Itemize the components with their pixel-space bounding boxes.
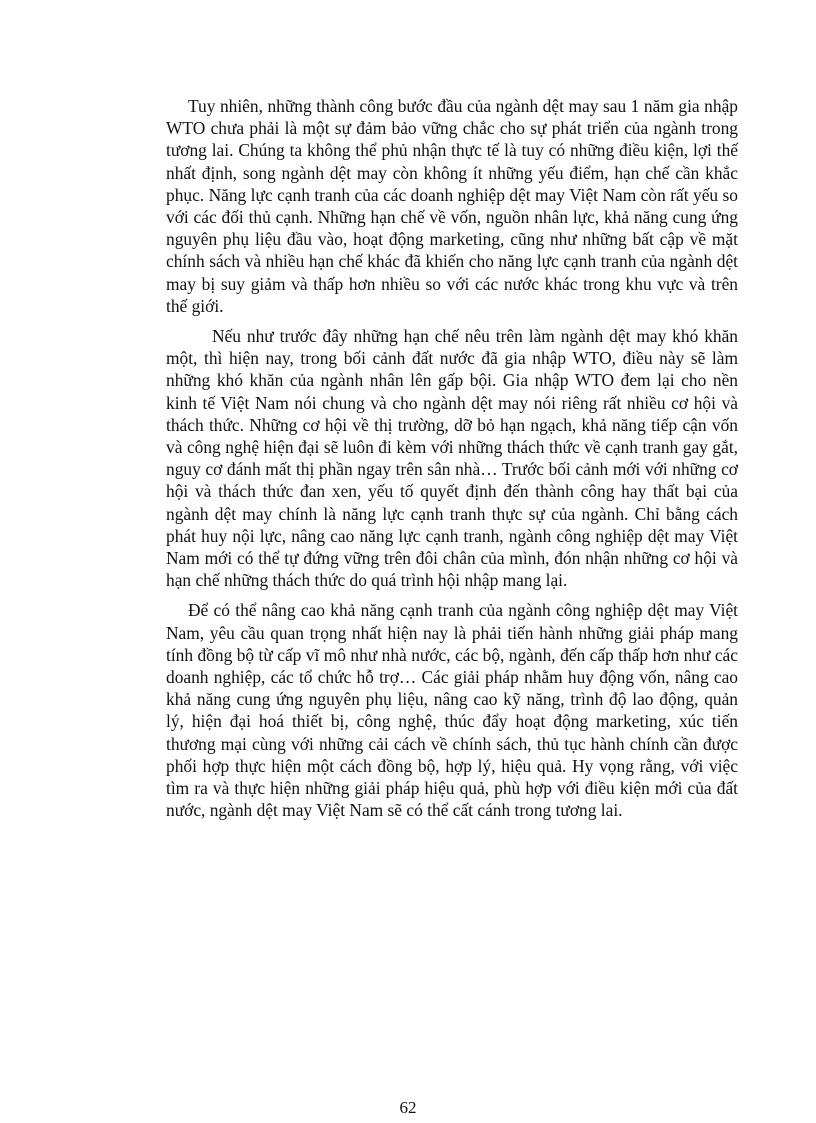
body-text xyxy=(166,95,738,830)
page-number: 62 xyxy=(399,1098,417,1117)
paragraph-2: Nếu như trước đây những hạn chế nêu trên làm ngành dệt may khó khăn một, thì hiện nay, trong bối cảnh đất nước đã gia nhập WTO, điều này sẽ làm những khó khăn của ngành nhân lên gấp bội. Gia nhập WTO đem lại cho nền kinh tế Việt Nam nói chung và cho ngành dệt may nói riêng rất nhiều cơ hội và thách thức. Những cơ hội về thị trường, dỡ bỏ hạn ngạch, khả năng tiếp cận vốn và công nghệ hiện đại sẽ luôn đi kèm với những thách thức về cạnh tranh gay gắt, nguy cơ đánh mất thị phần ngay trên sân nhà… Trước bối cảnh mới với những cơ hội và thách thức đan xen, yếu tố quyết định đến thành công hay thất bại của ngành dệt may chính là năng lực cạnh tranh thực sự của ngành. Chỉ bằng cách phát huy nội lực, nâng cao năng lực cạnh tranh, ngành công nghiệp dệt may Việt Nam mới có thể tự đứng vững trên đôi chân của mình, đón nhận những cơ hội và hạn chế những thách thức do quá trình hội nhập mang lại. xyxy=(166,326,738,591)
paragraph-3: Để có thể nâng cao khả năng cạnh tranh của ngành công nghiệp dệt may Việt Nam, yêu cầu quan trọng nhất hiện nay là phải tiến hành những giải pháp mang tính đồng bộ từ cấp vĩ mô như nhà nước, các bộ, ngành, đến cấp thấp hơn như các doanh nghiệp, các tổ chức hỗ trợ… Các giải pháp nhằm huy động vốn, nâng cao khả năng cung ứng nguyên phụ liệu, nâng cao kỹ năng, trình độ lao động, quản lý, hiện đại hoá thiết bị, công nghệ, thúc đẩy hoạt động marketing, xúc tiến thương mại cùng với những cải cách về chính sách, thủ tục hành chính cần được phối hợp thực hiện một cách đồng bộ, hợp lý, hiệu quả. Hy vọng rằng, với việc tìm ra và thực hiện những giải pháp hiệu quả, phù hợp với điều kiện mới của đất nước, ngành dệt may Việt Nam sẽ có thể cất cánh trong tương lai. xyxy=(166,600,738,821)
paragraph-1: Tuy nhiên, những thành công bước đầu của ngành dệt may sau 1 năm gia nhập WTO chưa phải là một sự đảm bảo vững chắc cho sự phát triển của ngành trong tương lai. Chúng ta không thể phủ nhận thực tế là tuy có những điều kiện, lợi thế nhất định, song ngành dệt may còn không ít những yếu điểm, hạn chế cần khắc phục. Năng lực cạnh tranh của các doanh nghiệp dệt may Việt Nam còn rất yếu so với các đối thủ cạnh. Những hạn chế về vốn, nguồn nhân lực, khả năng cung ứng nguyên phụ liệu đầu vào, hoạt động marketing, cũng như những bất cập về mặt chính sách và nhiều hạn chế khác đã khiến cho năng lực cạnh tranh của ngành dệt may bị suy giảm và thấp hơn nhiều so với các nước khác trong khu vực và trên thế giới. xyxy=(166,96,738,316)
